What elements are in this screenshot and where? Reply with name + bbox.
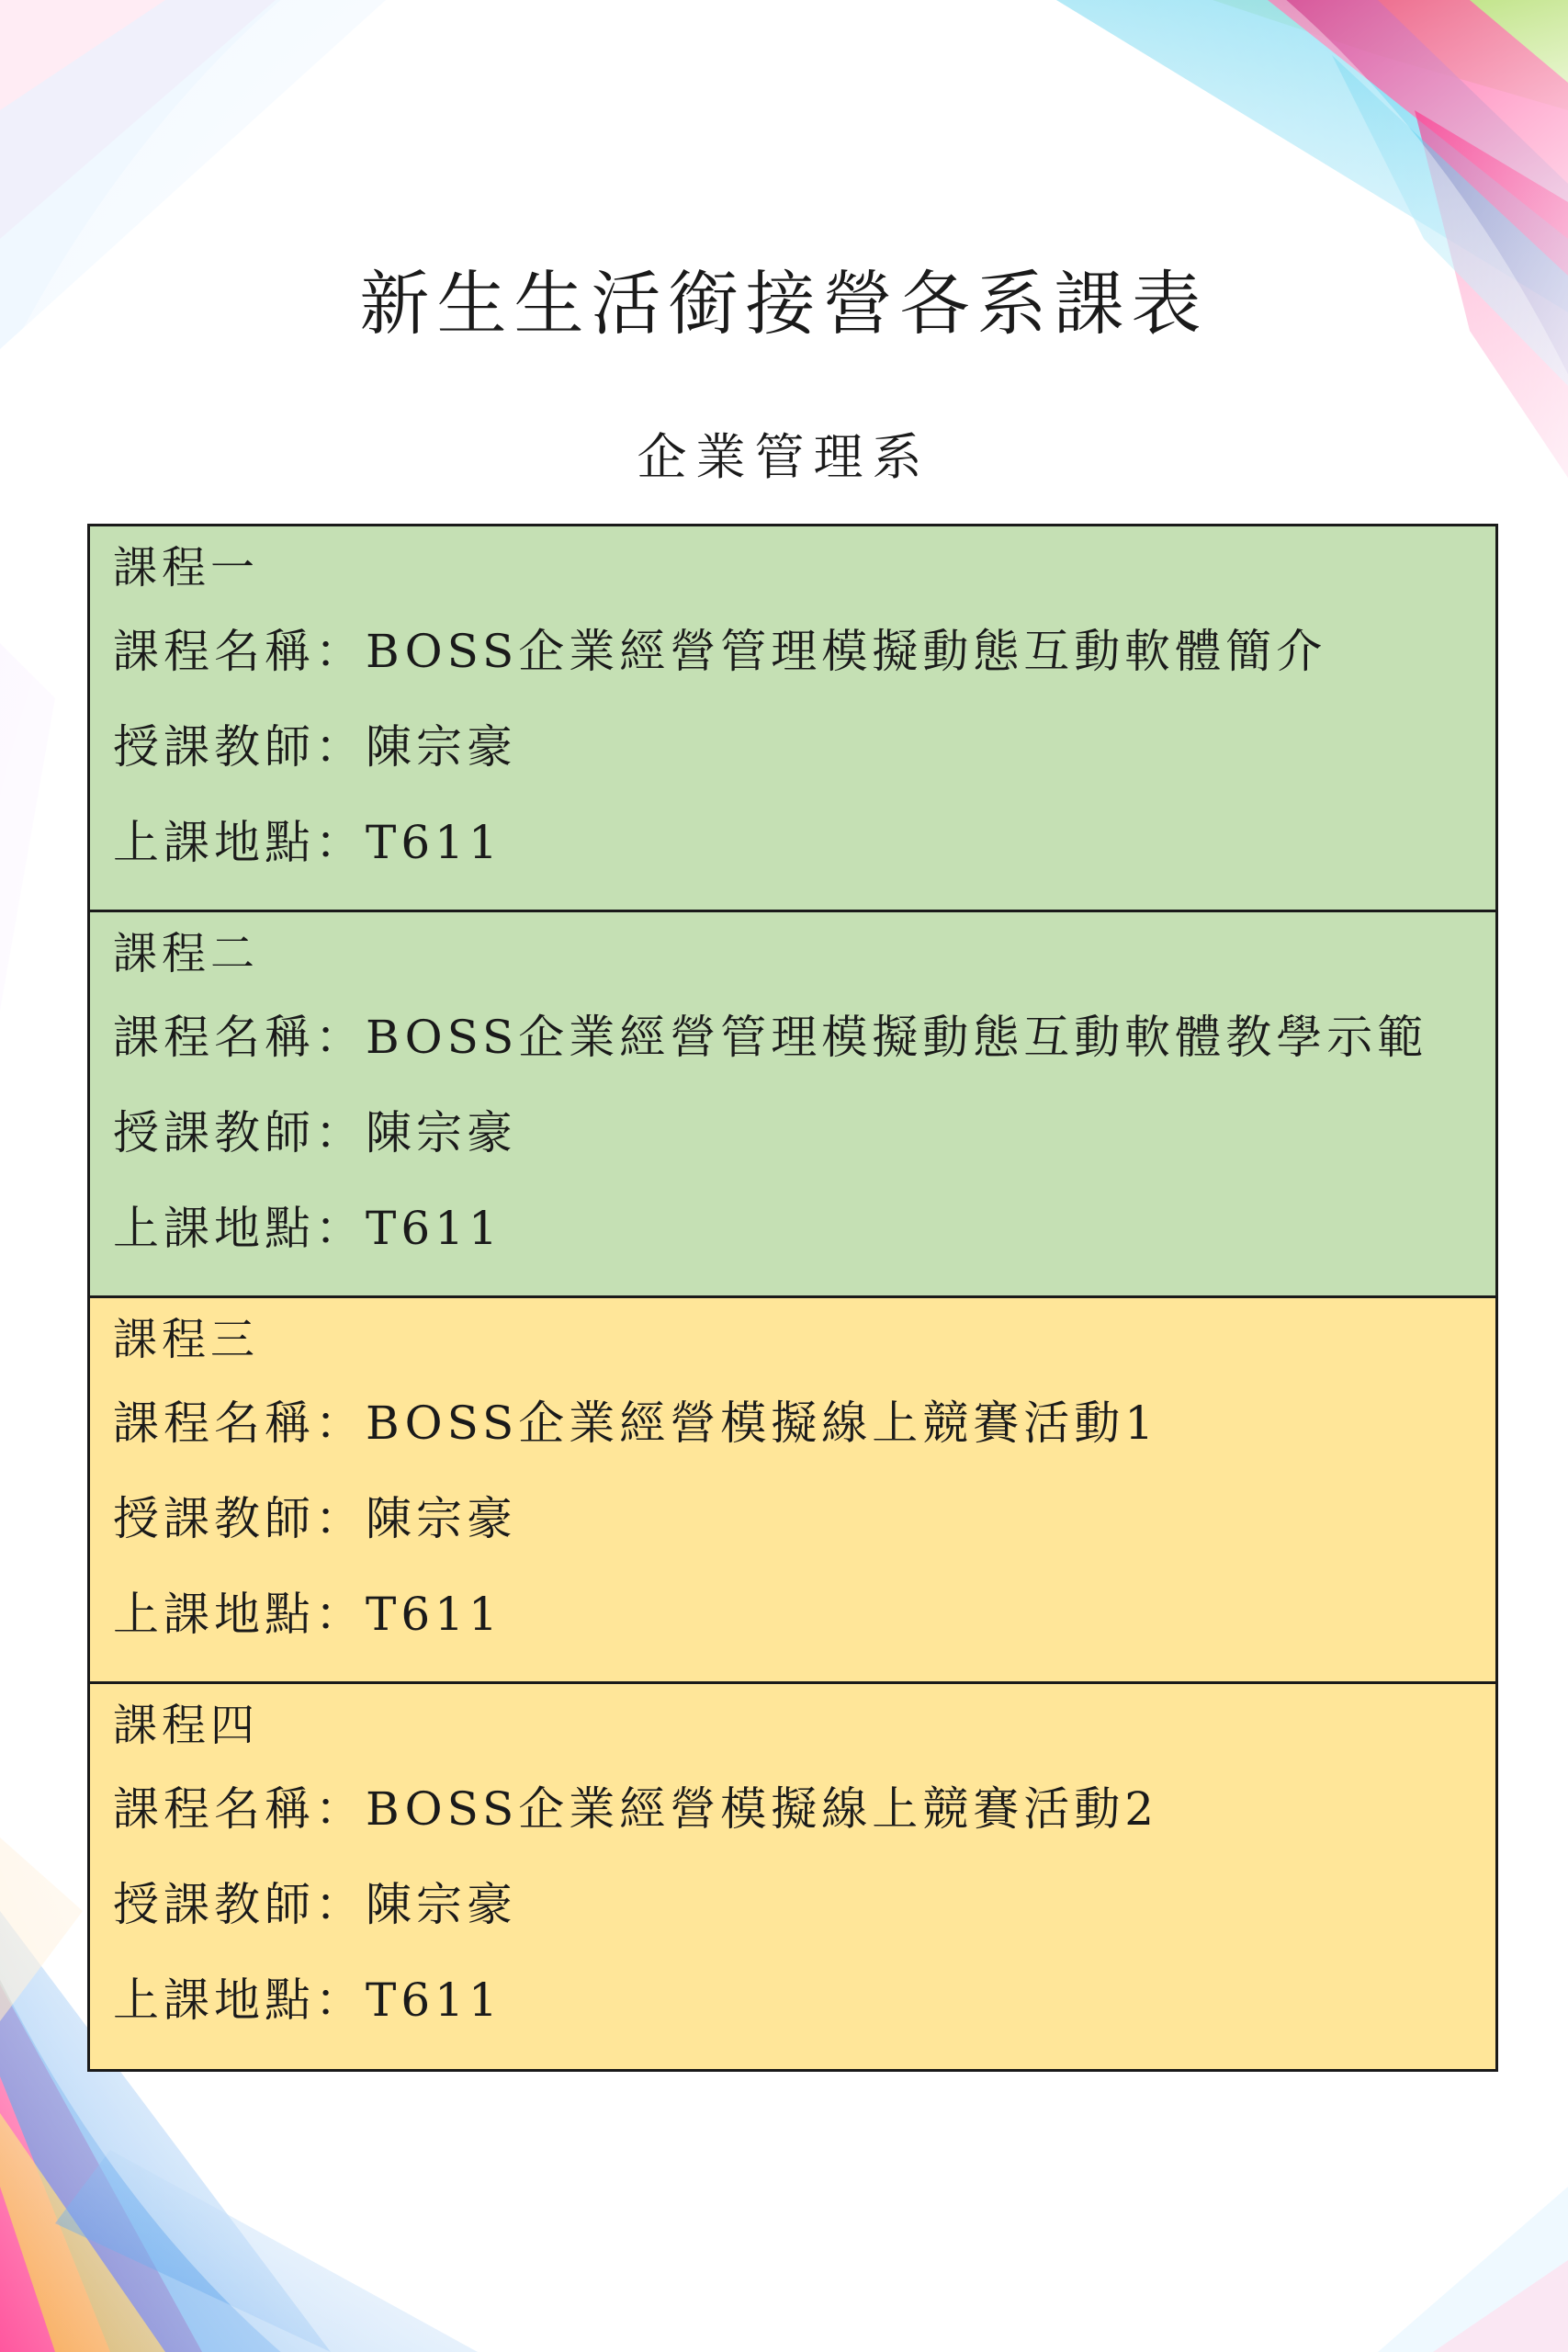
course-teacher-row (113, 1096, 1495, 1192)
course-teacher-value: 陳宗豪 (366, 720, 517, 774)
course-name-row (113, 615, 1495, 710)
course-name-value: BOSS企業經營管理模擬動態互動軟體教學示範 (366, 1011, 1428, 1064)
department-title: 企業管理系 (637, 428, 931, 486)
course-block-2 (90, 912, 1495, 1298)
course-location-label: 上課地點： (113, 1973, 366, 2027)
course-teacher-value: 陳宗豪 (366, 1492, 517, 1545)
course-name-value: BOSS企業經營管理模擬動態互動軟體簡介 (366, 625, 1327, 678)
course-teacher-label: 授課教師： (113, 1878, 366, 1931)
course-location-label: 上課地點： (113, 1588, 366, 1641)
course-heading: 課程一 (113, 542, 260, 594)
course-location-value: T611 (366, 1973, 502, 2027)
course-teacher-value: 陳宗豪 (366, 1878, 517, 1931)
course-location-label: 上課地點： (113, 1202, 366, 1255)
course-location-row (113, 1577, 1495, 1673)
course-location-value: T611 (366, 816, 502, 869)
course-teacher-row (113, 1868, 1495, 1963)
course-teacher-label: 授課教師： (113, 1106, 366, 1159)
course-name-row (113, 1386, 1495, 1482)
course-block-1 (90, 526, 1495, 912)
course-block-4 (90, 1684, 1495, 2069)
page-title: 新生生活銜接營各系課表 (359, 263, 1209, 345)
course-heading: 課程四 (113, 1700, 260, 1751)
course-heading: 課程三 (113, 1314, 260, 1365)
course-location-row (113, 1192, 1495, 1287)
course-teacher-value: 陳宗豪 (366, 1106, 517, 1159)
course-location-label: 上課地點： (113, 816, 366, 869)
course-name-label: 課程名稱： (113, 1782, 366, 1836)
course-location-value: T611 (366, 1202, 502, 1255)
course-heading: 課程二 (113, 928, 260, 979)
course-teacher-label: 授課教師： (113, 1492, 366, 1545)
course-teacher-label: 授課教師： (113, 720, 366, 774)
course-name-value: BOSS企業經營模擬線上競賽活動2 (366, 1782, 1159, 1836)
course-block-3 (90, 1298, 1495, 1684)
course-location-value: T611 (366, 1588, 502, 1641)
course-teacher-row (113, 1482, 1495, 1577)
course-name-label: 課程名稱： (113, 1396, 366, 1450)
course-location-row (113, 1963, 1495, 2059)
course-name-label: 課程名稱： (113, 625, 366, 678)
course-location-row (113, 806, 1495, 901)
course-table (87, 524, 1498, 2072)
course-name-label: 課程名稱： (113, 1011, 366, 1064)
course-teacher-row (113, 710, 1495, 806)
course-name-row (113, 1001, 1495, 1096)
course-name-value: BOSS企業經營模擬線上競賽活動1 (366, 1396, 1159, 1450)
course-name-row (113, 1772, 1495, 1868)
